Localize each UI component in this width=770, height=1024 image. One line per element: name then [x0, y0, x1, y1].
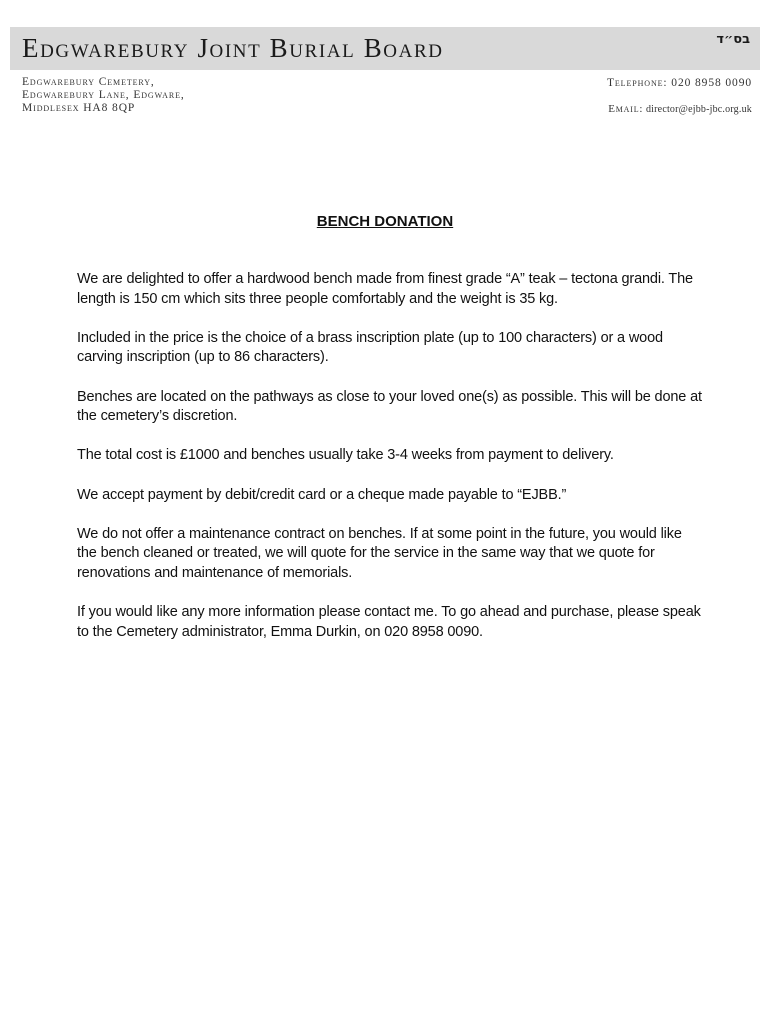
postal-address [22, 76, 185, 115]
paragraph-bench-description: We are delighted to offer a hardwood bench made from finest grade “A” teak – tectona grandi. The length is 150 cm which sits three people comfortably and the weight is 35 kg. [77, 271, 693, 307]
paragraph-maintenance: We do not offer a maintenance contract on benches. If at some point in the future, you would like the bench cleaned or treated, we will quote for the service in the same way that we quote for renovations and maintenance of memorials. [77, 525, 682, 581]
email-contact [608, 103, 752, 115]
paragraph-total-cost: The total cost is £1000 and benches usually take 3-4 weeks from payment to delivery. [77, 447, 614, 464]
paragraph-payment-methods: We accept payment by debit/credit card or a cheque made payable to “EJBB.” [77, 486, 567, 503]
organization-name: Edgwarebury Joint Burial Board [22, 33, 444, 63]
address-line-3: Middlesex HA8 8QP [22, 102, 136, 114]
address-line-1: Edgwarebury Cemetery, [22, 76, 155, 88]
address-line-2: Edgwarebury Lane, Edgware, [22, 89, 185, 101]
paragraph-contact-information: If you would like any more information please contact me. To go ahead and purchase, please speak to the Cemetery administrator, Emma Durkin, on 020 8958 0090. [77, 604, 701, 640]
paragraph-bench-location: Benches are located on the pathways as close to your loved one(s) as possible. This will be done at the cemetery’s discretion. [77, 388, 702, 425]
document-body [77, 270, 702, 662]
email-address-link[interactable]: director@ejbb-jbc.org.uk [645, 104, 752, 115]
paragraph-inscription-options: Included in the price is the choice of a brass inscription plate (up to 100 characters) or a wood carving inscription (up to 86 characters). [77, 329, 663, 366]
telephone-number: Telephone: 020 8958 0090 [606, 77, 752, 89]
document-title: BENCH DONATION [316, 213, 454, 230]
email-label: Email: [608, 103, 644, 115]
hebrew-mark: בס״ד [716, 32, 750, 47]
letterhead-banner [10, 27, 760, 70]
